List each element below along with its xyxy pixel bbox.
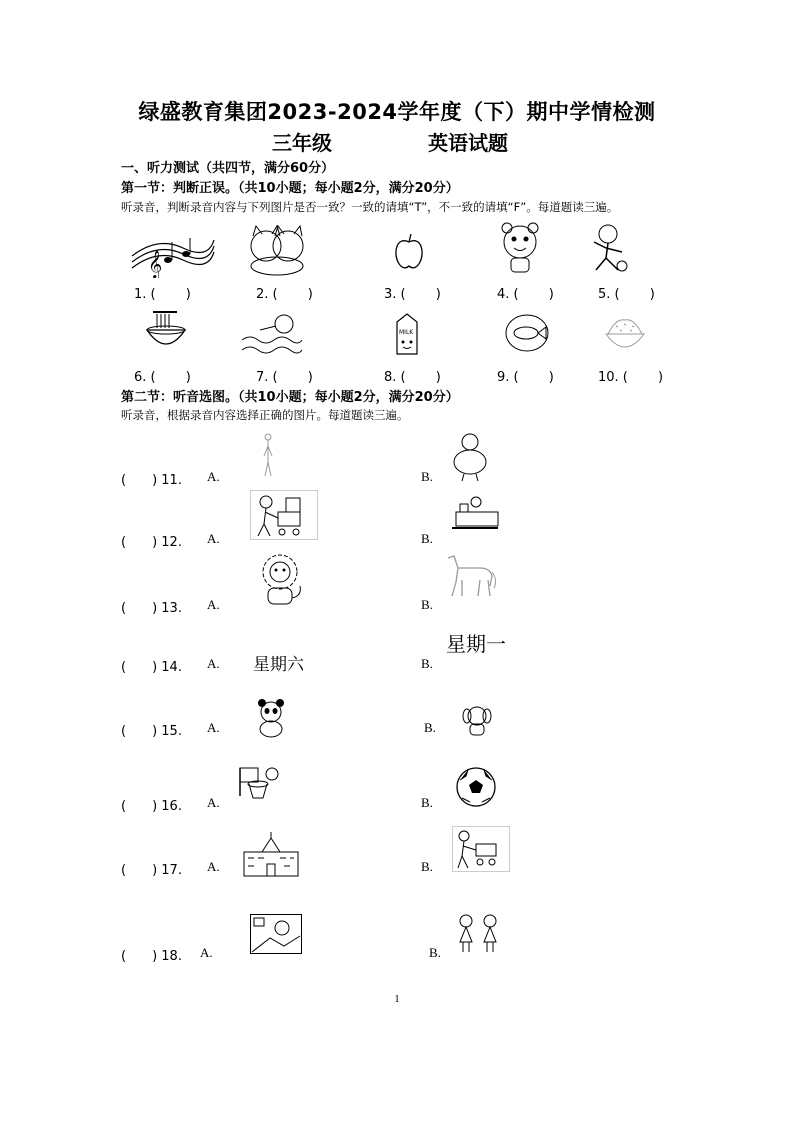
q14-number: ( ) 14.	[121, 660, 182, 675]
q15-option-b: B.	[424, 720, 436, 735]
q12-option-a: A.	[207, 531, 220, 546]
q11-option-b: B.	[421, 469, 433, 484]
section1-heading: 第一节：判断正误。（共10小题；每小题2分，满分20分）	[121, 181, 459, 196]
q15-option-a: A.	[207, 720, 220, 735]
monday-text: 星期一	[446, 632, 506, 656]
q16-option-b: B.	[421, 795, 433, 810]
part-heading: 一、听力测试（共四节，满分60分）	[121, 161, 335, 176]
q18-option-a: A.	[200, 945, 213, 960]
music-notes-icon	[128, 232, 218, 278]
lion-icon	[256, 552, 308, 608]
two-kids-icon	[454, 912, 502, 954]
exam-title: 绿盛教育集团2023-2024学年度（下）期中学情检测	[138, 100, 656, 124]
q10-label: 10. ( )	[598, 370, 664, 385]
shopping-cart-icon	[452, 826, 510, 872]
q11-number: ( ) 11.	[121, 473, 182, 488]
milk-icon	[392, 312, 422, 356]
desk-worker-icon	[448, 494, 502, 534]
running-boy-icon	[586, 222, 632, 274]
q9-label: 9. ( )	[497, 370, 554, 385]
q8-label: 8. ( )	[384, 370, 441, 385]
q1-label: 1. ( )	[134, 287, 191, 302]
q6-label: 6. ( )	[134, 370, 191, 385]
q18-number: ( ) 18.	[121, 949, 182, 964]
svg-text:MILK: MILK	[399, 329, 414, 336]
shopping-icon	[250, 490, 318, 540]
grade-label: 三年级	[272, 131, 332, 155]
swimming-icon	[240, 312, 304, 358]
q16-number: ( ) 16.	[121, 799, 182, 814]
q17-option-b: B.	[421, 859, 433, 874]
q17-number: ( ) 17.	[121, 863, 182, 878]
q15-number: ( ) 15.	[121, 724, 182, 739]
q14-option-b: B.	[421, 656, 433, 671]
fat-boy-icon	[446, 432, 494, 482]
school-icon	[240, 832, 302, 878]
svg-text:𝄞: 𝄞	[148, 250, 163, 278]
q12-number: ( ) 12.	[121, 535, 182, 550]
q2-label: 2. ( )	[256, 287, 313, 302]
noodles-icon	[143, 308, 189, 356]
q13-option-a: A.	[207, 597, 220, 612]
cats-icon	[244, 222, 310, 276]
q4-label: 4. ( )	[497, 287, 554, 302]
section2-instruction: 听录音，根据录音内容选择正确的图片。每道题读三遍。	[121, 408, 409, 422]
football-icon	[454, 766, 498, 808]
apple-icon	[392, 232, 426, 272]
q5-label: 5. ( )	[598, 287, 655, 302]
q13-number: ( ) 13.	[121, 601, 182, 616]
fish-plate-icon	[504, 312, 550, 354]
q13-option-b: B.	[421, 597, 433, 612]
tiger-icon	[497, 222, 543, 274]
basketball-icon	[236, 766, 282, 808]
section1-instruction: 听录音，判断录音内容与下列图片是否一致？一致的请填“T”，不一致的请填“F”。每道题读三遍。	[121, 200, 619, 214]
q3-label: 3. ( )	[384, 287, 441, 302]
panda-icon	[254, 698, 288, 738]
q16-option-a: A.	[207, 795, 220, 810]
rice-bowl-icon	[602, 312, 648, 356]
page-number: 1	[394, 993, 400, 1005]
thin-figure-icon	[260, 432, 276, 478]
girl-picture-icon	[250, 914, 302, 954]
q11-option-a: A.	[207, 469, 220, 484]
q14-option-a: A.	[207, 656, 220, 671]
saturday-text: 星期六	[253, 655, 304, 675]
subject-label: 英语试题	[428, 131, 508, 155]
q17-option-a: A.	[207, 859, 220, 874]
section2-heading: 第二节：听音选图。（共10小题；每小题2分，满分20分）	[121, 390, 459, 405]
q12-option-b: B.	[421, 531, 433, 546]
puppy-icon	[457, 702, 497, 738]
horse-icon	[440, 552, 498, 602]
q18-option-b: B.	[429, 945, 441, 960]
q7-label: 7. ( )	[256, 370, 313, 385]
